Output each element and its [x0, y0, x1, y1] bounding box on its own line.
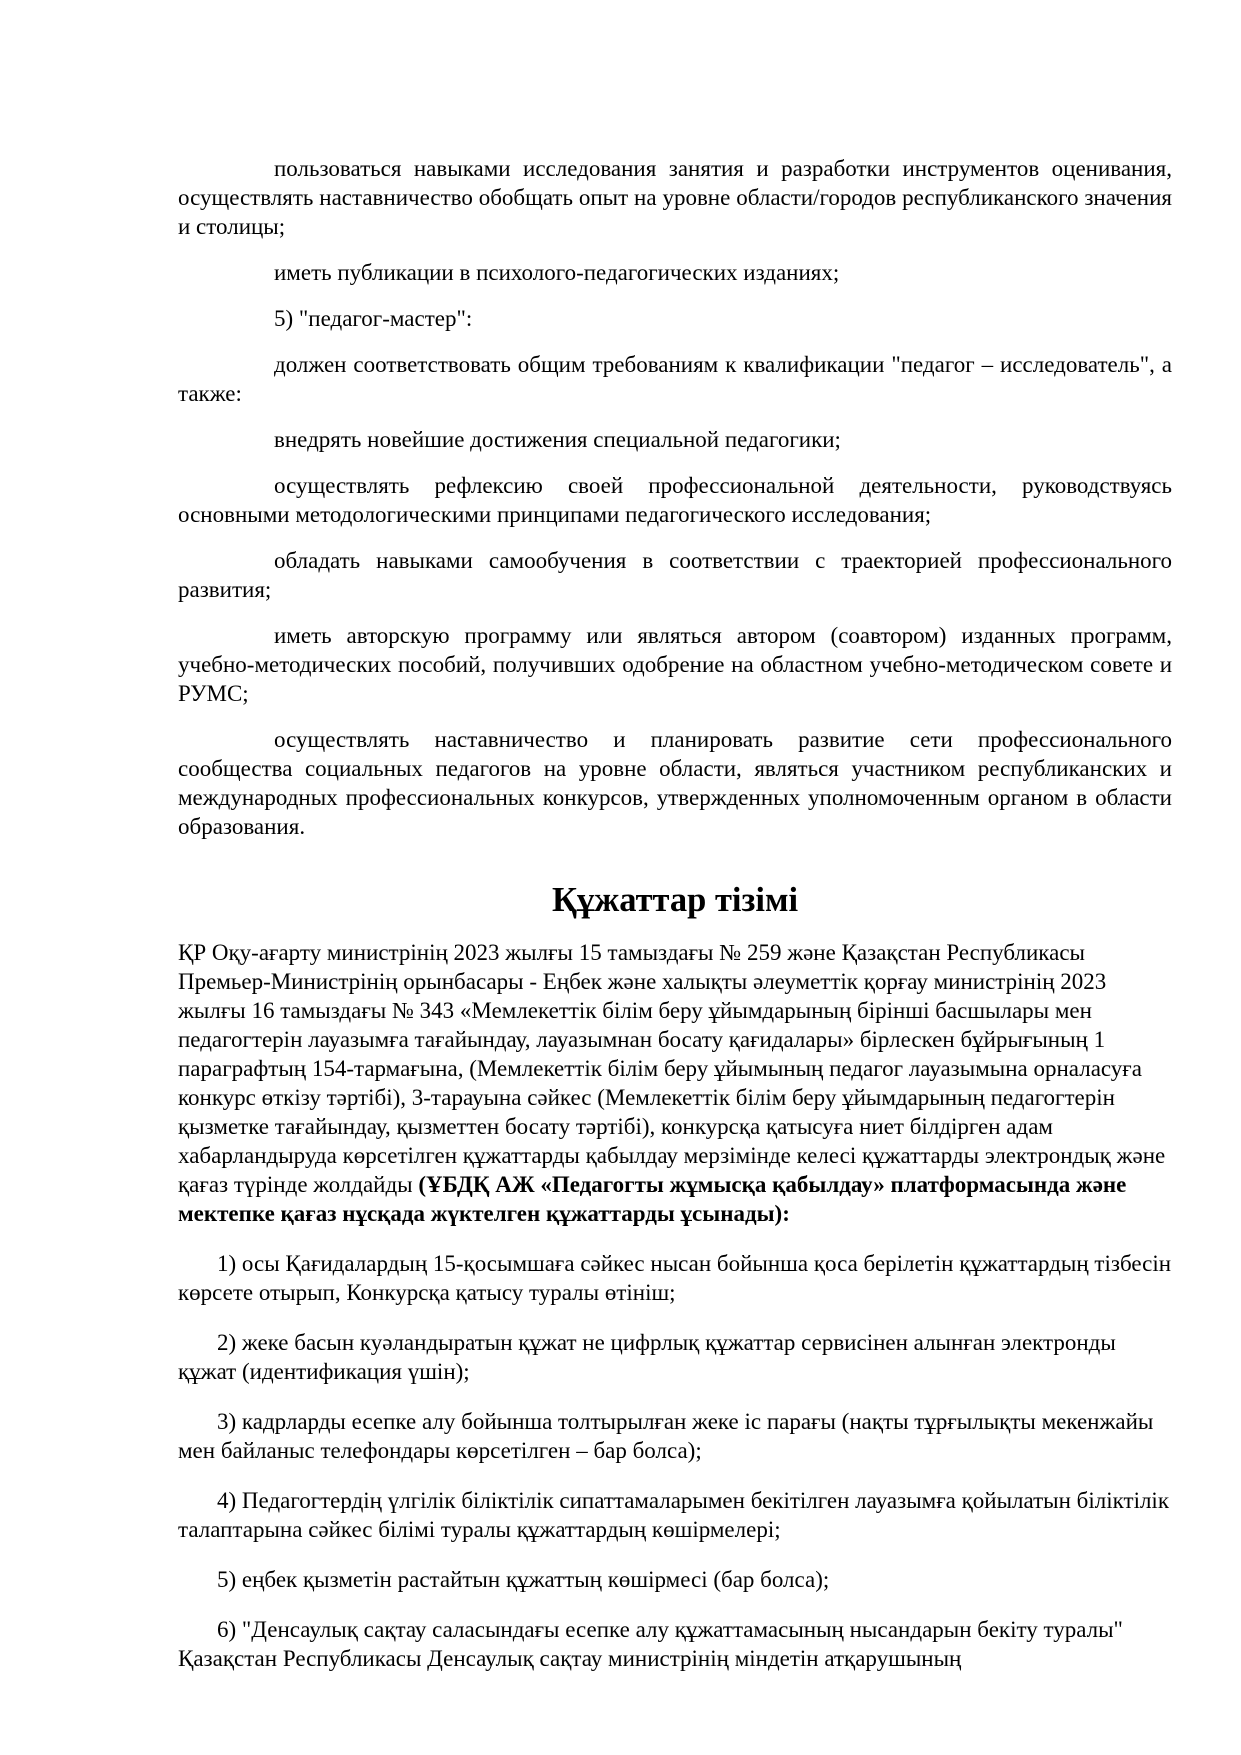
paragraph: внедрять новейшие достижения специальной педагогики; [274, 427, 841, 452]
documents-list-section [178, 938, 1172, 1694]
list-item: 6) "Денсаулық сақтау саласындағы есепке алу құжаттамасының нысандарын бекіту туралы" Қазақстан Республикасы Денсаулық сақтау министрінің міндетін атқарушының [178, 1617, 1123, 1671]
paragraph: осуществлять рефлексию своей профессиональной деятельности, руководствуясь основными методологическими принципами педагогического исследования; [178, 473, 1172, 527]
qualification-requirements-section [178, 154, 1172, 858]
paragraph: пользоваться навыками исследования занятия и разработки инструментов оценивания, осуществлять наставничество обобщать опыт на уровне области/городов республиканского значения и столицы; [178, 156, 1172, 239]
section-heading: Құжаттар тізімі [551, 881, 799, 919]
intro-bold-text: (ҰБДҚ АЖ «Педагогты жұмысқа қабылдау» платформасында және мектепке қағаз нұсқада жүктелген құжаттарды ұсынады): [178, 1172, 1127, 1226]
list-item: 5) еңбек қызметін растайтын құжаттың көшірмесі (бар болса); [217, 1567, 830, 1592]
intro-paragraph [178, 938, 1172, 1228]
paragraph: иметь авторскую программу или являться автором (соавтором) изданных программ, учебно-методических пособий, получивших одобрение на областном учебно-методическом совете и РУМС; [178, 623, 1172, 706]
list-item: 2) жеке басын куәландыратын құжат не цифрлық құжаттар сервисінен алынған электронды құжат (идентификация үшін); [178, 1330, 1116, 1384]
list-item: 1) осы Қағидалардың 15-қосымшаға сәйкес нысан бойынша қоса берілетін құжаттардың тізбесін көрсете отырып, Конкурсқа қатысу туралы өтініш; [178, 1251, 1172, 1305]
list-item: 4) Педагогтердің үлгілік біліктілік сипаттамаларымен бекітілген лауазымға қойылатын біліктілік талаптарына сәйкес білімі туралы құжаттардың көшірмелері; [178, 1488, 1169, 1542]
paragraph: 5) "педагог-мастер": [274, 306, 473, 331]
paragraph: иметь публикации в психолого-педагогических изданиях; [274, 260, 840, 285]
paragraph: обладать навыками самообучения в соответствии с траекторией профессионального развития; [178, 548, 1172, 602]
paragraph: осуществлять наставничество и планировать развитие сети профессионального сообщества социальных педагогов на уровне области, являться участником республиканских и международных профессиональных конкурсов, утвержденных уполномоченным органом в области образования. [178, 727, 1172, 839]
list-item: 3) кадрларды есепке алу бойынша толтырылған жеке іс парағы (нақты тұрғылықты мекенжайы мен байланыс телефондары көрсетілген – бар болса); [178, 1409, 1154, 1463]
intro-text: ҚР Оқу-ағарту министрінің 2023 жылғы 15 тамыздағы № 259 және Қазақстан Республикасы Премьер-Министрінің орынбасары - Еңбек және халықты әлеуметтік қорғау министрінің 2023 жылғы 16 тамыздағы № 343 «Мемлекеттік білім беру ұйымдарының бірінші басшылары мен педагогтерін лауазымға тағайындау, лауазымнан босату қағидалары» бірлескен бұйрығының 1 параграфтың 154-тармағына, (Мемлекеттік білім беру ұйымының педагог лауазымына орналасуға конкурс өткізу тәртібі), 3-тарауына сәйкес (Мемлекеттік білім беру ұйымдарының педагогтерін қызметке тағайындау, қызметтен босату тәртібі), конкурсқа қатысуға ниет білдірген адам хабарландыруда көрсетілген құжаттарды қабылдау мерзімінде келесі құжаттарды электрондық және қағаз түрінде жолдайды [178, 940, 1166, 1197]
paragraph: должен соответствовать общим требованиям к квалификации "педагог – исследователь", а также: [178, 352, 1172, 406]
